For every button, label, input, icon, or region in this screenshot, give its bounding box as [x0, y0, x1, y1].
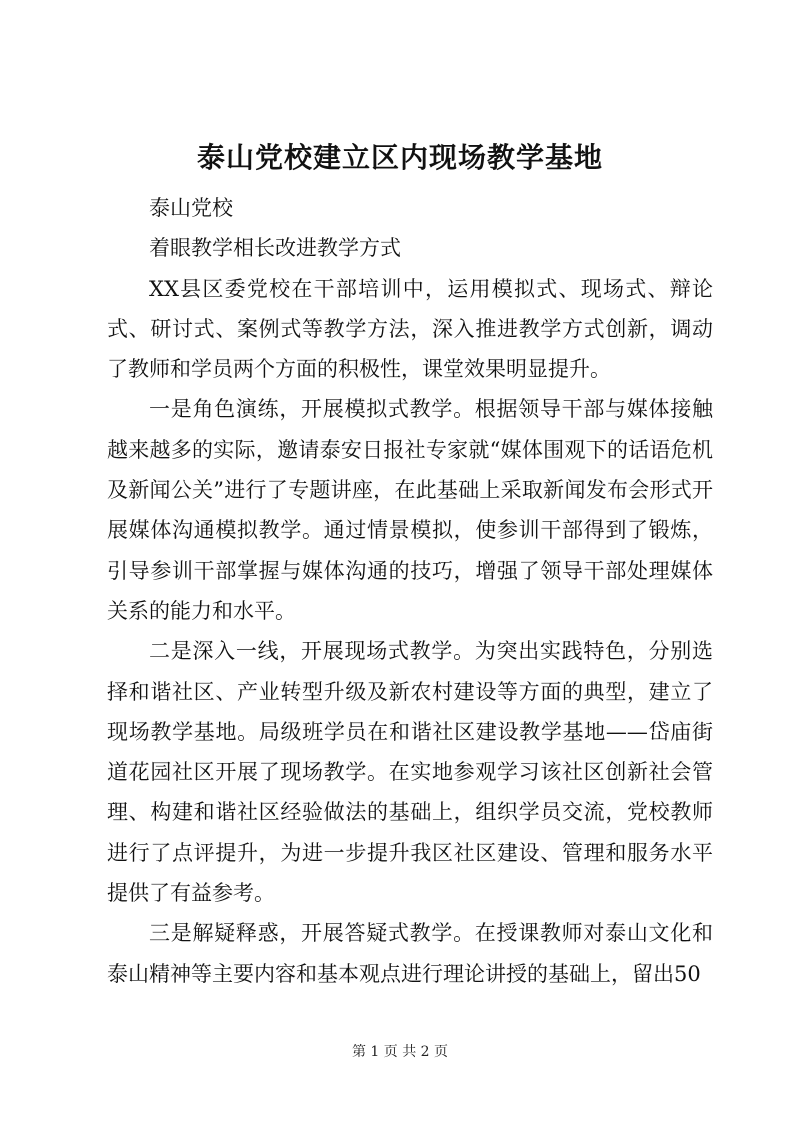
- body-paragraph: 一是角色演练，开展模拟式教学。根据领导干部与媒体接触越来越多的实际，邀请泰安日报社专家就“媒体围观下的话语危机及新闻公关”进行了专题讲座，在此基础上采取新闻发布会形式开展媒体沟通模拟教学。通过情景模拟，使参训干部得到了锻炼，引导参训干部掌握与媒体沟通的技巧，增强了领导干部处理媒体关系的能力和水平。: [107, 397, 713, 623]
- page-number-footer: 第 1 页 共 2 页: [351, 1044, 449, 1060]
- document-title: 泰山党校建立区内现场教学基地: [196, 141, 603, 174]
- author-line: 泰山党校: [149, 196, 233, 220]
- body-paragraph: 三是解疑释惑，开展答疑式教学。在授课教师对泰山文化和泰山精神等主要内容和基本观点进行理论讲授的基础上，留出50: [107, 921, 713, 986]
- body-paragraph: XX县区委党校在干部培训中，运用模拟式、现场式、辩论式、研讨式、案例式等教学方法，深入推进教学方式创新，调动了教师和学员两个方面的积极性，课堂效果明显提升。: [107, 276, 713, 382]
- document-body: [107, 188, 713, 994]
- subtitle-line: 着眼教学相长改进教学方式: [149, 236, 401, 261]
- body-paragraph: 二是深入一线，开展现场式教学。为突出实践特色，分别选择和谐社区、产业转型升级及新农村建设等方面的典型，建立了现场教学基地。局级班学员在和谐社区建设教学基地——岱庙街道花园社区开展了现场教学。在实地参观学习该社区创新社会管理、构建和谐社区经验做法的基础上，组织学员交流，党校教师进行了点评提升，为进一步提升我区社区建设、管理和服务水平提供了有益参考。: [107, 639, 713, 906]
